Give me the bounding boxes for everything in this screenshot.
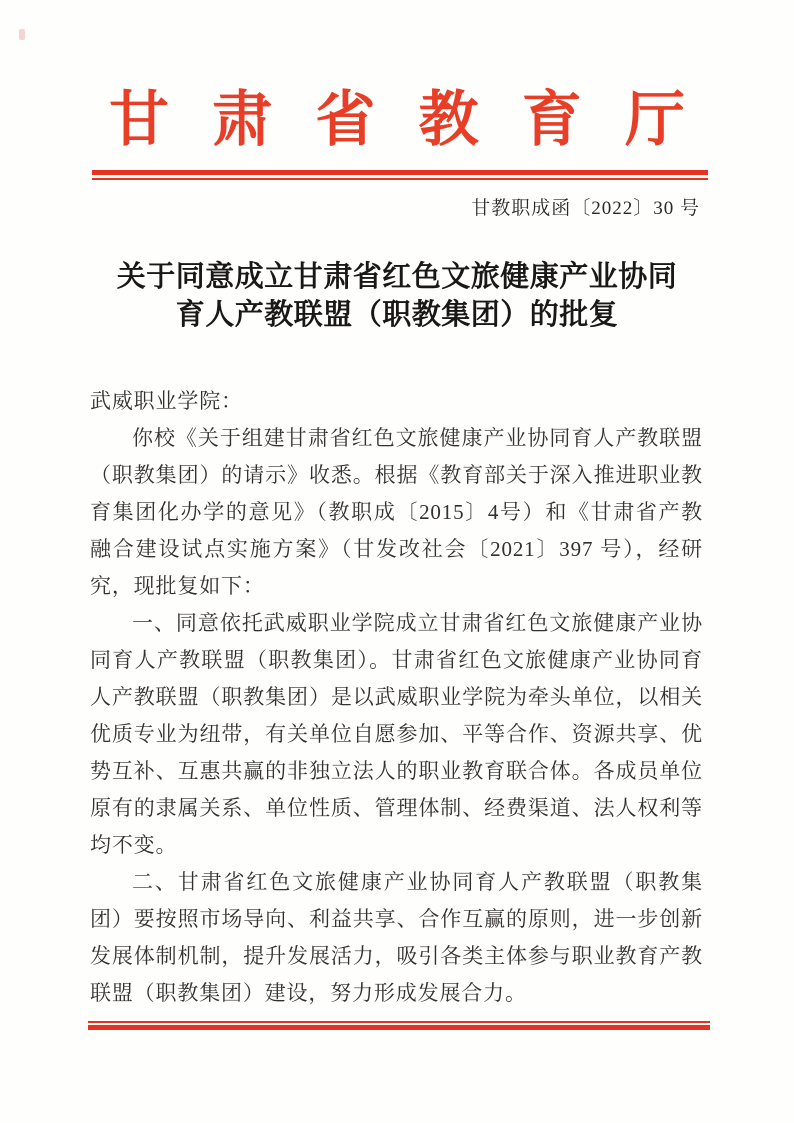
document-title (60, 258, 734, 334)
body-paragraph-intro: 你校《关于组建甘肃省红色文旅健康产业协同育人产教联盟（职教集团）的请示》收悉。根据《教育部关于深入推进职业教育集团化办学的意见》（教职成〔2015〕4号）和《甘肃省产教融合建设试点实施方案》（甘发改社会〔2021〕397 号），经研究，现批复如下： (90, 426, 703, 598)
scan-artifact (19, 29, 25, 40)
header-red-divider (92, 170, 708, 180)
document-title-line-2: 育人产教联盟（职教集团）的批复 (175, 299, 619, 331)
footer-red-divider (88, 1021, 710, 1030)
document-body (90, 383, 703, 1012)
body-paragraph-item-2: 二、甘肃省红色文旅健康产业协同育人产教联盟（职教集团）要按照市场导向、利益共享、合作互赢的原则，进一步创新发展体制机制，提升发展活力，吸引各类主体参与职业教育产教联盟（职教集团）建设，努力形成发展合力。 (90, 870, 703, 1005)
salutation: 武威职业学院： (90, 389, 243, 413)
body-paragraph-item-1: 一、同意依托武威职业学院成立甘肃省红色文旅健康产业协同育人产教联盟（职教集团）。甘肃省红色文旅健康产业协同育人产教联盟（职教集团）是以武威职业学院为牵头单位，以相关优质专业为纽带，有关单位自愿参加、平等合作、资源共享、优势互补、互惠共赢的非独立法人的职业教育联合体。各成员单位原有的隶属关系、单位性质、管理体制、经费渠道、法人权利等均不变。 (90, 611, 703, 857)
footer-divider-thick-line (88, 1025, 710, 1030)
issuing-agency-masthead: 甘肃省教育厅 (108, 87, 729, 153)
document-number: 甘教职成函〔2022〕30 号 (471, 198, 700, 219)
header-divider-thin-line (92, 178, 708, 180)
document-title-line-1: 关于同意成立甘肃省红色文旅健康产业协同 (116, 261, 678, 293)
